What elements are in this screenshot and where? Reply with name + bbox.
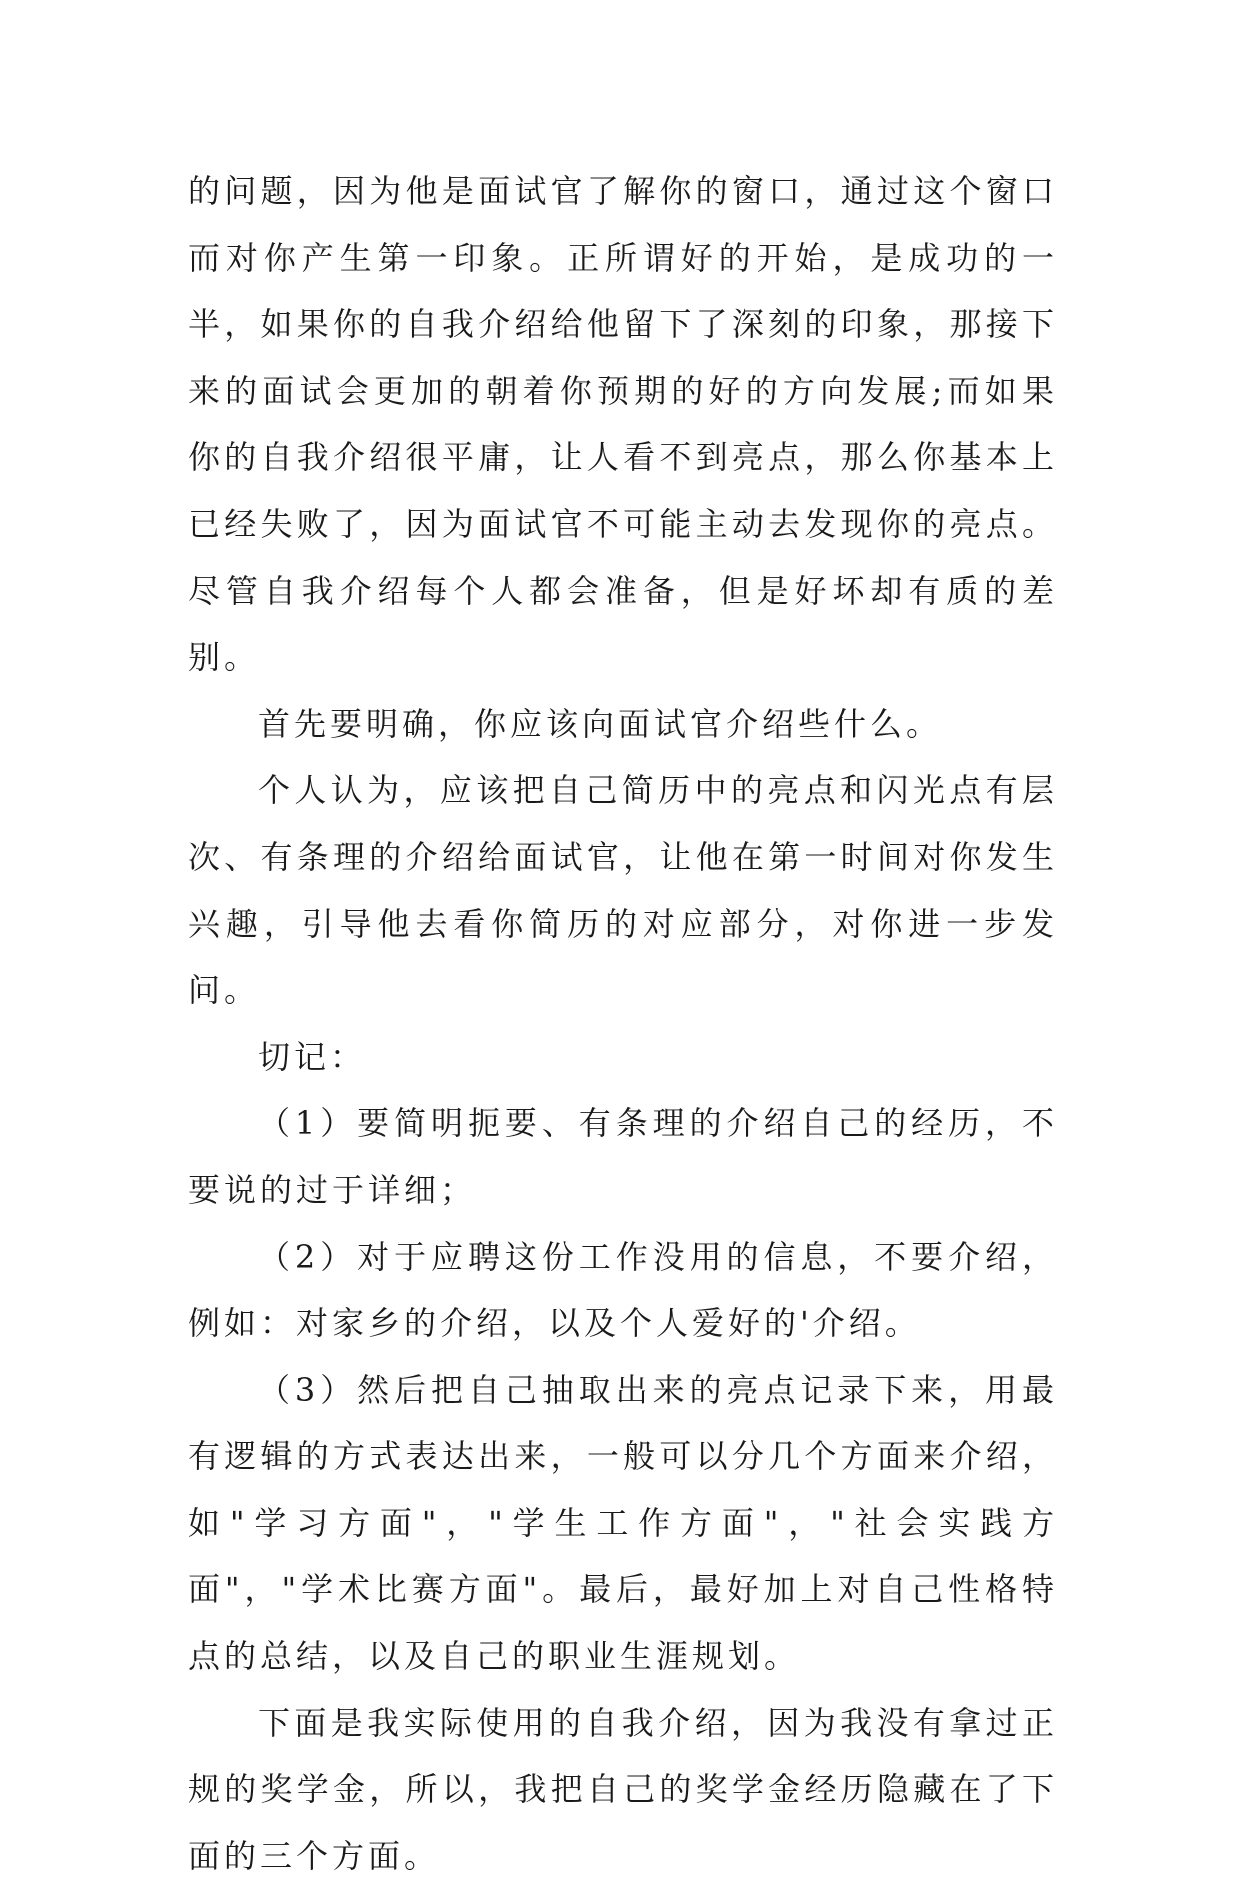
paragraph-5: 下面是我实际使用的自我介绍，因为我没有拿过正规的奖学金，所以，我把自己的奖学金经历隐藏在了下面的三个方面。 [188,1703,1058,1875]
list-item-3: （3）然后把自己抽取出来的亮点记录下来，用最有逻辑的方式表达出来，一般可以分几个方面来介绍，如"学习方面"，"学生工作方面"，"社会实践方面"，"学术比赛方面"。最后，最好加上对自己性格特点的总结，以及自己的职业生涯规划。 [188,1370,1058,1676]
paragraph-2: 首先要明确，你应该向面试官介绍些什么。 [258,704,943,743]
document-body [188,158,1058,1889]
paragraph-1: 的问题，因为他是面试官了解你的窗口，通过这个窗口而对你产生第一印象。正所谓好的开始，是成功的一半，如果你的自我介绍给他留下了深刻的印象，那接下来的面试会更加的朝着你预期的好的方向发展;而如果你的自我介绍很平庸，让人看不到亮点，那么你基本上已经失败了，因为面试官不可能主动去发现你的亮点。尽管自我介绍每个人都会准备，但是好坏却有质的差别。 [188,172,1058,677]
paragraph-4: 切记： [258,1037,367,1076]
list-item-1: （1）要简明扼要、有条理的介绍自己的经历，不要说的过于详细； [188,1104,1058,1209]
paragraph-3: 个人认为，应该把自己简历中的亮点和闪光点有层次、有条理的介绍给面试官，让他在第一时间对你发生兴趣，引导他去看你简历的对应部分，对你进一步发问。 [188,771,1058,1010]
list-item-2: （2）对于应聘这份工作没用的信息，不要介绍，例如：对家乡的介绍，以及个人爱好的'介绍。 [188,1237,1058,1343]
